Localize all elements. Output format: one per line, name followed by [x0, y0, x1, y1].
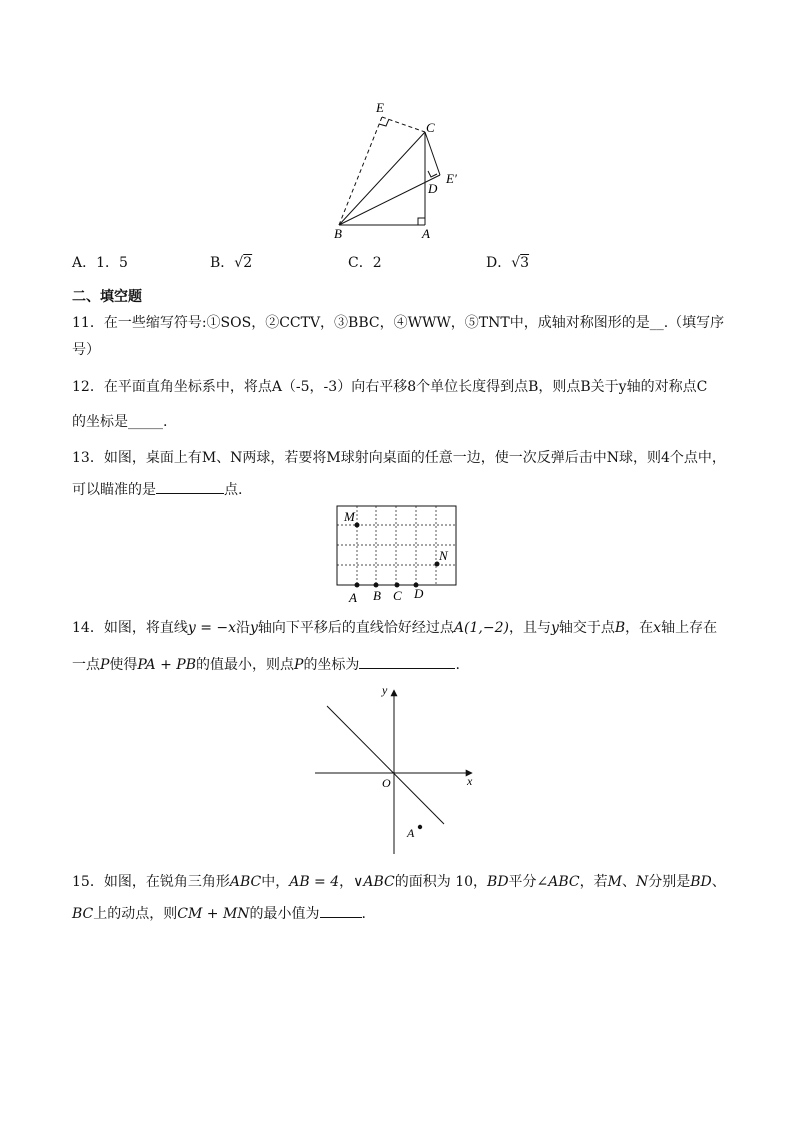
q14-text: 的值最小，则点	[196, 657, 295, 673]
figure-q10-triangle	[320, 95, 480, 240]
label-B: B	[334, 226, 342, 240]
point-A	[355, 583, 360, 588]
q15-end: .	[361, 906, 366, 922]
label-N: N	[439, 548, 448, 563]
sqrt-sign: √	[234, 255, 244, 271]
line-BE	[339, 117, 382, 225]
q15-text: 上的动点，则	[93, 906, 178, 922]
q15-text: 平分	[508, 874, 537, 890]
q10-option-c: C．2	[348, 255, 382, 271]
table-border	[337, 506, 456, 585]
q15-text: 15．如图，在锐角三角形	[72, 874, 230, 890]
right-angle-A	[418, 218, 425, 225]
label-B: B	[373, 588, 381, 603]
grid-lines	[337, 506, 456, 585]
q15-text: 分别是	[648, 874, 691, 890]
q12-line1: 12．在平面直角坐标系中，将点A（-5，-3）向右平移8个单位长度得到点B，则点B关于y轴的对称点C	[72, 379, 708, 395]
q14-equation: y = −x	[187, 620, 236, 636]
answer-blank	[320, 903, 362, 918]
q15-line2	[72, 903, 366, 924]
label-C: C	[426, 120, 435, 135]
figure-q14-coordinate-plane	[312, 682, 482, 857]
q14-text: 一点	[72, 657, 100, 673]
q14-line1	[72, 618, 717, 638]
q10-option-b-radicand: 2	[243, 255, 253, 271]
q10-option-a: A．1．5	[72, 255, 128, 271]
answer-blank	[156, 479, 224, 494]
q15-expression: CM + MN	[177, 906, 250, 922]
q14-end: .	[455, 657, 460, 673]
q13-line2-text: 可以瞄准的是	[72, 482, 156, 498]
q13-line1: 13．如图，桌面上有M、N两球，若要将M球射向桌面的任意一边，使一次反弹后击中N球，则4个点中，	[72, 450, 726, 466]
q13-line2-end: 点.	[224, 482, 243, 498]
q13-line2	[72, 479, 242, 500]
label-D: D	[428, 181, 438, 196]
q14-line2	[72, 654, 460, 675]
q15-var: ABC	[229, 874, 262, 890]
q15-var: N	[636, 874, 649, 890]
q15-var: BC	[72, 906, 94, 922]
line-CE-prime	[425, 132, 440, 175]
q15-var: M	[607, 874, 622, 890]
sqrt-sign: √	[511, 255, 521, 271]
label-D: D	[414, 586, 424, 601]
q11-line1: 11．在一些缩写符号:①SOS，②CCTV，③BBC，④WWW，⑤TNT中，成轴对称图形的是__.（填写序	[72, 315, 725, 331]
q10-option-b	[210, 253, 252, 273]
q14-text: ，在	[625, 620, 654, 636]
q14-var: y	[250, 620, 258, 636]
q15-text: 、	[711, 874, 726, 890]
label-y: y	[382, 683, 388, 697]
q12-line2: 的坐标是_____.	[72, 414, 168, 430]
q15-triangle: ∨ABC	[353, 874, 395, 890]
q14-point: A(1,−2)	[453, 620, 509, 636]
ball-M	[355, 523, 360, 528]
q14-text: 14．如图，将直线	[72, 620, 188, 636]
q14-var: P	[294, 657, 304, 673]
q15-text: ，若	[579, 874, 608, 890]
q15-expression: AB = 4	[289, 874, 340, 890]
point-B	[374, 583, 379, 588]
q14-text: 轴向下平移后的直线恰好经过点	[257, 620, 454, 636]
q14-var: B	[614, 620, 626, 636]
q14-text: 轴交于点	[558, 620, 615, 636]
q15-text: 的最小值为	[249, 906, 320, 922]
q10-option-d	[486, 253, 529, 273]
label-A: A	[349, 590, 357, 605]
section-title-fill-in: 二、填空题	[72, 289, 142, 305]
right-angle-E-prime	[428, 171, 437, 177]
label-x: x	[467, 774, 473, 788]
q14-var: x	[653, 620, 662, 636]
figure-q13-table-grid	[330, 500, 465, 606]
q11-line2: 号）	[72, 342, 100, 358]
q15-line1	[72, 872, 726, 892]
line-BC	[339, 132, 425, 225]
label-E: E	[376, 100, 384, 115]
q14-text: ，且与	[508, 620, 551, 636]
q14-var: y	[550, 620, 559, 636]
point-C	[395, 583, 400, 588]
label-A: A	[422, 226, 430, 240]
label-E-prime: E′	[446, 171, 457, 186]
point-A	[418, 825, 422, 829]
label-A: A	[407, 826, 415, 840]
q15-text: 、	[622, 874, 636, 890]
label-M: M	[344, 509, 355, 524]
q10-option-d-prefix: D．	[486, 255, 512, 271]
q14-var: P	[100, 657, 110, 673]
q10-option-d-radicand: 3	[520, 255, 530, 271]
line-y-equals-neg-x	[327, 706, 444, 824]
answer-blank	[359, 654, 455, 669]
q15-angle: ∠ABC	[536, 874, 580, 890]
q15-text: ，	[339, 874, 354, 890]
label-O: O	[382, 776, 391, 790]
q15-var: BD	[487, 874, 509, 890]
q15-var: BD	[690, 874, 712, 890]
q14-text: 的坐标为	[303, 657, 360, 673]
q14-text: 使得	[109, 657, 138, 673]
q10-option-b-prefix: B．	[210, 255, 235, 271]
label-C: C	[393, 588, 402, 603]
q14-text: 沿	[236, 620, 250, 636]
q15-text: 中，	[261, 874, 290, 890]
q14-text: 轴上存在	[661, 620, 718, 636]
q15-text: 的面积为 10，	[394, 874, 488, 890]
q14-expression: PA + PB	[137, 657, 197, 673]
